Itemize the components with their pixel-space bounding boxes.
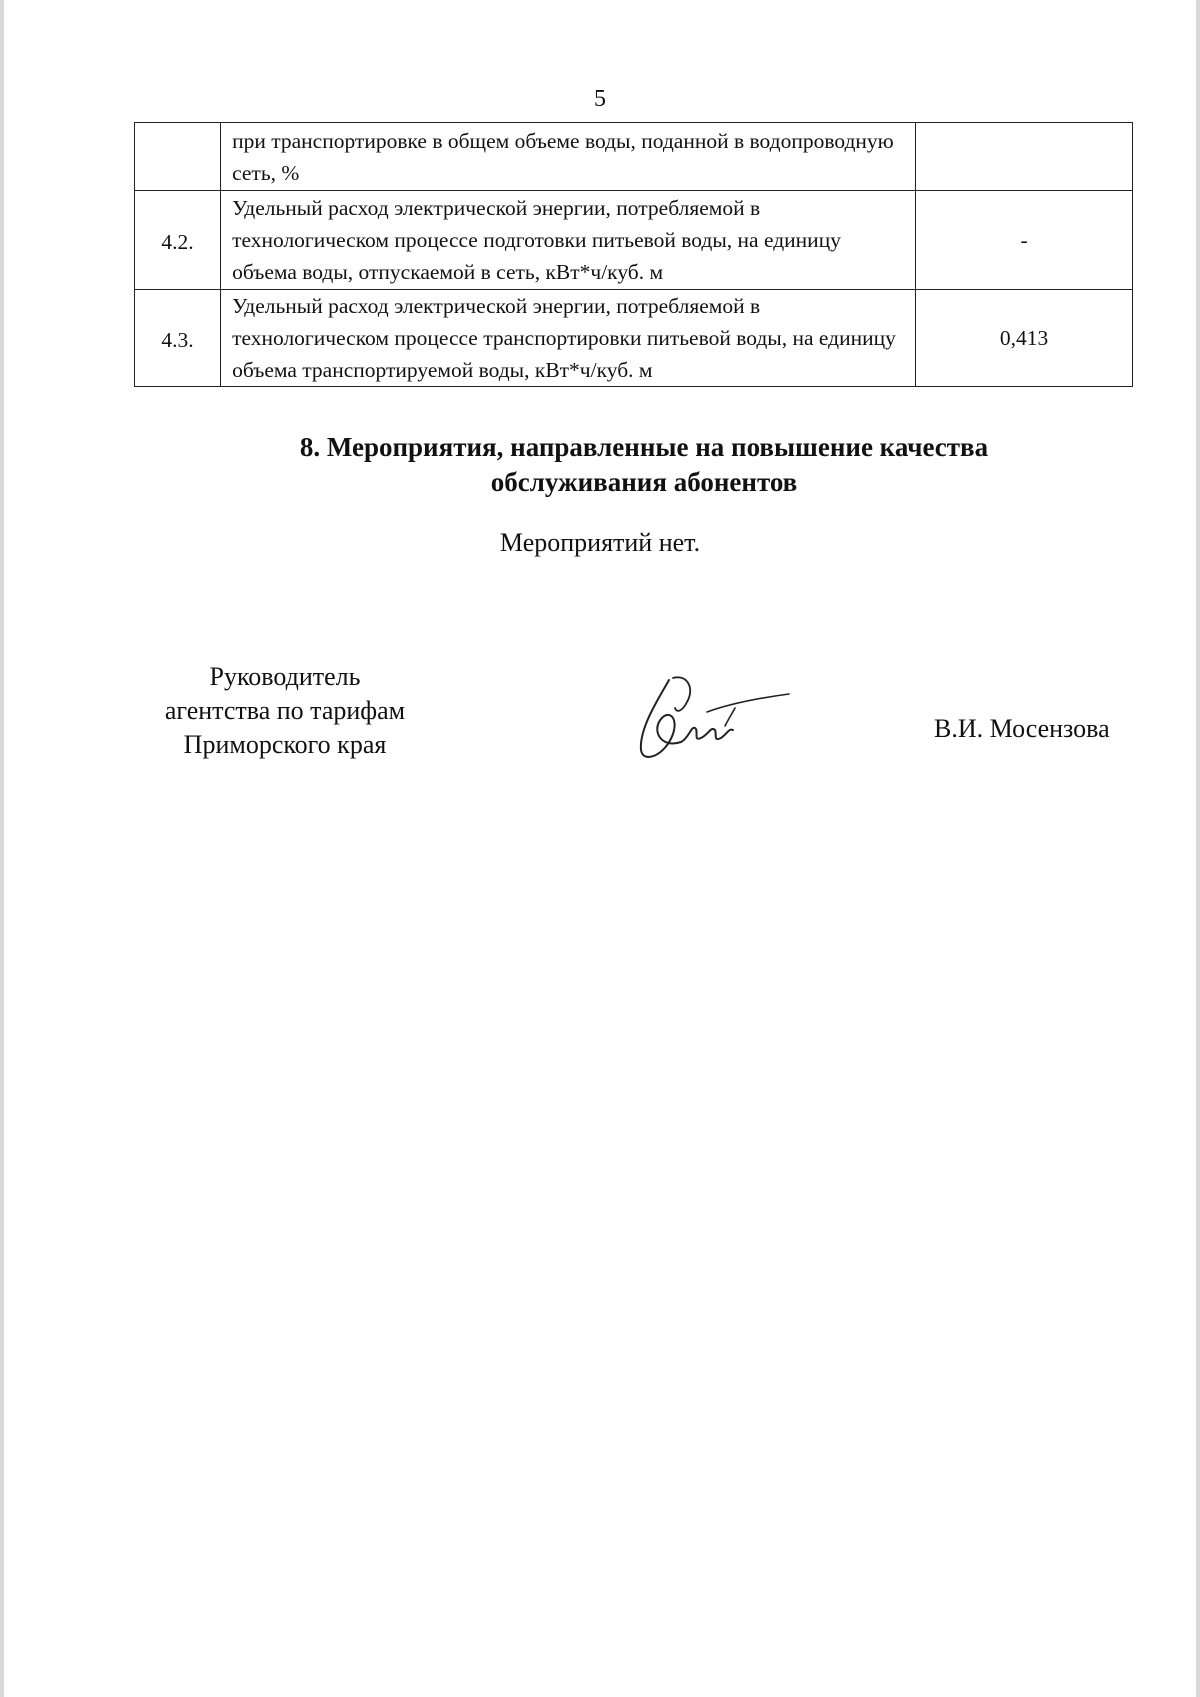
table-row bbox=[135, 123, 1133, 191]
row-value-cell: - bbox=[916, 191, 1133, 290]
indicators-table bbox=[134, 122, 1133, 387]
table-row bbox=[135, 290, 1133, 387]
row-number-cell: 4.2. bbox=[135, 191, 221, 290]
signer-title-line: агентства по тарифам bbox=[164, 696, 406, 725]
row-description-cell: Удельный расход электрической энергии, потребляемой в технологическом процессе подготовки питьевой воды, на единицу объема воды, отпускаемой в сеть, кВт*ч/куб. м bbox=[221, 191, 916, 290]
handwritten-signature bbox=[629, 668, 799, 768]
row-value-cell: 0,413 bbox=[916, 290, 1133, 387]
section-heading bbox=[204, 430, 1084, 500]
row-value-cell bbox=[916, 123, 1133, 191]
signer-title-line: Руководитель bbox=[209, 662, 361, 691]
page-number: 5 bbox=[594, 86, 606, 112]
section-heading-line: 8. Мероприятия, направленные на повышение качества bbox=[299, 432, 989, 462]
row-description-cell: Удельный расход электрической энергии, потребляемой в технологическом процессе транспортировки питьевой воды, на единицу объема транспортируемой воды, кВт*ч/куб. м bbox=[221, 290, 916, 387]
signer-title bbox=[134, 660, 436, 762]
signer-name: В.И. Мосензова bbox=[934, 714, 1110, 743]
signer-title-line: Приморского края bbox=[183, 730, 387, 759]
table-row bbox=[135, 191, 1133, 290]
document-page bbox=[4, 0, 1196, 1697]
row-number-cell bbox=[135, 123, 221, 191]
row-description-cell: при транспортировке в общем объеме воды, поданной в водопроводную сеть, % bbox=[221, 123, 916, 191]
section-statement: Мероприятий нет. bbox=[499, 528, 701, 557]
row-number-cell: 4.3. bbox=[135, 290, 221, 387]
section-heading-line: обслуживания абонентов bbox=[490, 467, 798, 497]
